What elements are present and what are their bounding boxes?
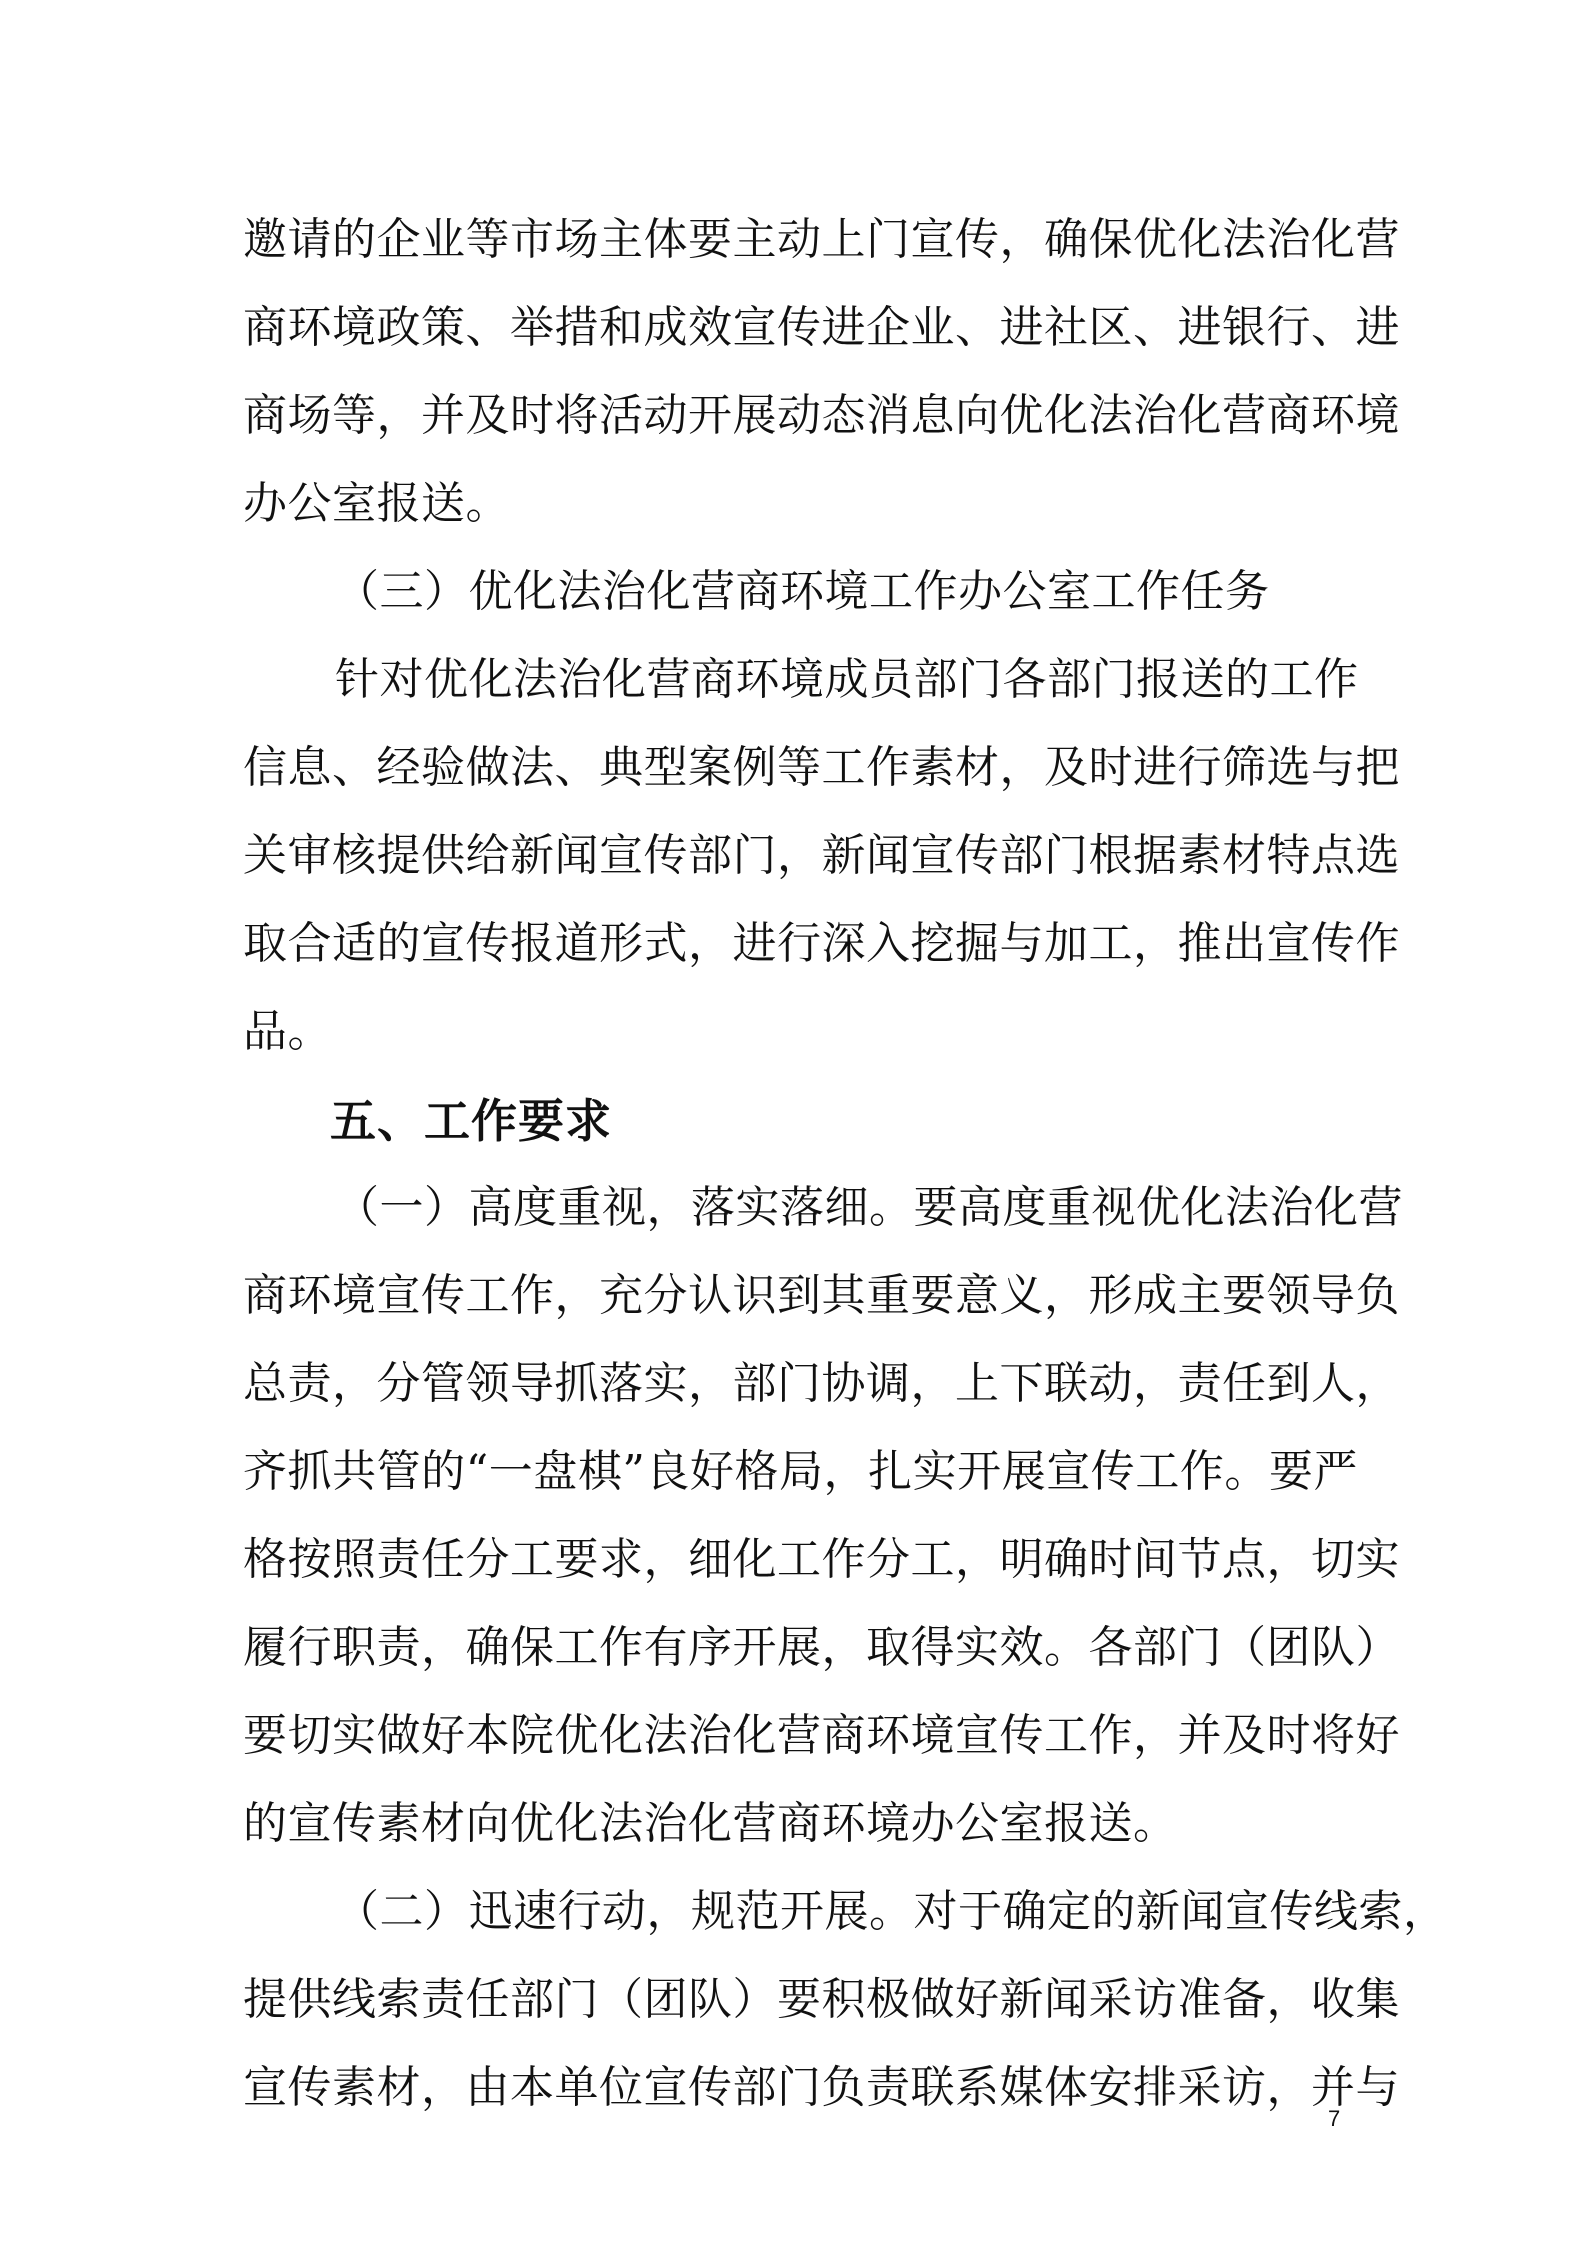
page-number: 7 xyxy=(1328,2106,1341,2131)
text-line: 商环境宣传工作，充分认识到其重要意义，形成主要领导负 xyxy=(243,1270,1400,1321)
text-line: 要切实做好本院优化法治化营商环境宣传工作，并及时将好 xyxy=(243,1710,1400,1761)
text-line: 邀请的企业等市场主体要主动上门宣传，确保优化法治化营 xyxy=(243,214,1400,265)
text-line: 关审核提供给新闻宣传部门，新闻宣传部门根据素材特点选 xyxy=(243,830,1400,881)
text-line: 齐抓共管的“一盘棋”良好格局，扎实开展宣传工作。要严 xyxy=(243,1446,1358,1497)
text-line: 的宣传素材向优化法治化营商环境办公室报送。 xyxy=(243,1798,1178,1849)
text-line: 总责，分管领导抓落实，部门协调，上下联动，责任到人， xyxy=(243,1358,1400,1409)
text-line: 针对优化法治化营商环境成员部门各部门报送的工作 xyxy=(335,654,1359,705)
text-line: 宣传素材，由本单位宣传部门负责联系媒体安排采访，并与 xyxy=(243,2062,1400,2113)
text-line: 履行职责，确保工作有序开展，取得实效。各部门（团队） xyxy=(243,1622,1400,1673)
text-line: 格按照责任分工要求，细化工作分工，明确时间节点，切实 xyxy=(243,1534,1400,1585)
text-line: 提供线索责任部门（团队）要积极做好新闻采访准备，收集 xyxy=(243,1974,1400,2025)
text-line: 品。 xyxy=(243,1006,332,1057)
text-line: 商环境政策、举措和成效宣传进企业、进社区、进银行、进 xyxy=(243,302,1400,353)
section-heading: 五、工作要求 xyxy=(330,1094,612,1148)
text-line: 办公室报送。 xyxy=(243,478,510,529)
text-line: （二）迅速行动，规范开展。对于确定的新闻宣传线索， xyxy=(335,1886,1448,1937)
text-line: 信息、经验做法、典型案例等工作素材，及时进行筛选与把 xyxy=(243,742,1400,793)
text-line: 取合适的宣传报道形式，进行深入挖掘与加工，推出宣传作 xyxy=(243,918,1400,969)
text-line: （一）高度重视，落实落细。要高度重视优化法治化营 xyxy=(335,1182,1403,1233)
subsection-title: （三）优化法治化营商环境工作办公室工作任务 xyxy=(335,566,1270,617)
text-line: 商场等，并及时将活动开展动态消息向优化法治化营商环境 xyxy=(243,390,1400,441)
